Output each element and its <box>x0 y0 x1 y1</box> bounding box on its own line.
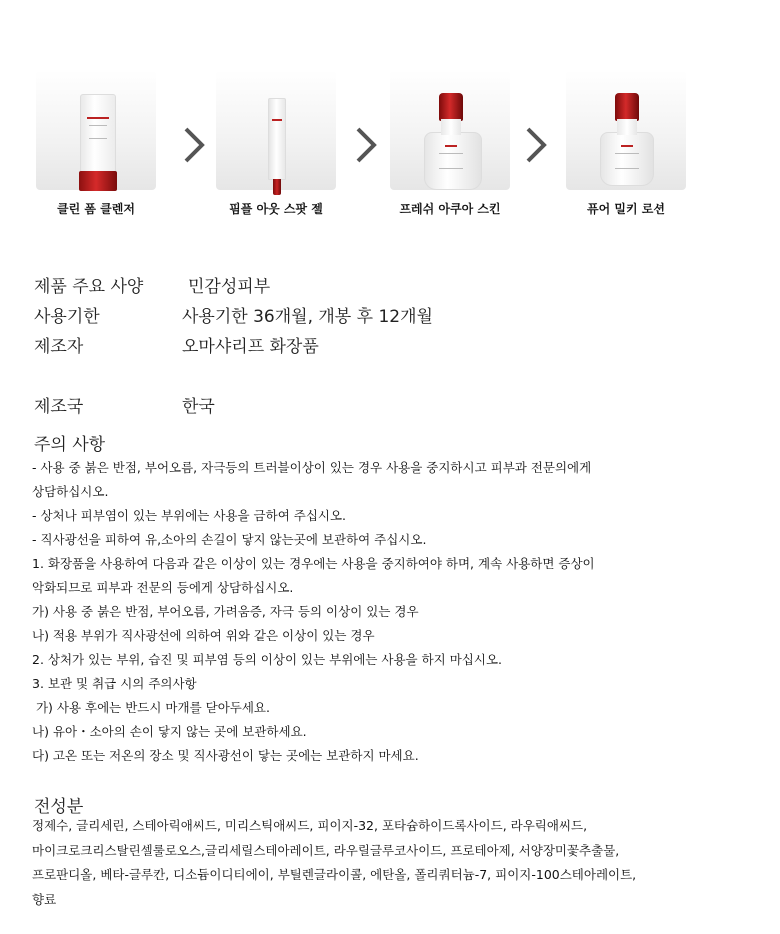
spec-key: 제조자 <box>34 337 84 357</box>
step-label: 클린 폼 클렌저 <box>57 202 135 216</box>
spec-key: 제조국 <box>34 397 84 417</box>
ingredients-line: 정제수, 글리세린, 스테아릭애씨드, 미리스틱애씨드, 피이지-32, 포타슘하이드록사이드, 라우릭애씨드, <box>32 818 588 833</box>
caution-title: 주의 사항 <box>34 435 106 455</box>
caution-line: 2. 상처가 있는 부위, 습진 및 피부염 등의 이상이 있는 부위에는 사용을 하지 마십시오. <box>32 652 503 667</box>
product-steps <box>36 60 696 220</box>
caution-line: 나) 적용 부위가 직사광선에 의하여 위와 같은 이상이 있는 경우 <box>32 628 375 643</box>
caution-line: 악화되므로 피부과 전문의 등에게 상담하십시오. <box>32 580 294 595</box>
ingredients-title: 전성분 <box>34 797 84 817</box>
spec-value: 사용기한 36개월, 개봉 후 12개월 <box>182 307 433 327</box>
step-label: 핌플 아웃 스팟 젤 <box>229 202 323 216</box>
ingredients-line: 향료 <box>32 891 57 907</box>
spec-value: 민감성피부 <box>188 277 271 297</box>
spot-gel-tube-image <box>268 98 286 180</box>
chevron-right-icon <box>182 126 206 164</box>
ingredients-list <box>32 814 752 912</box>
spec-key: 제품 주요 사양 <box>34 277 144 297</box>
caution-line: - 사용 중 붉은 반점, 부어오름, 자극등의 트러블이상이 있는 경우 사용을 중지하시고 피부과 전문의에게 <box>32 460 592 475</box>
caution-line: 1. 화장품을 사용하여 다음과 같은 이상이 있는 경우에는 사용을 중지하여야 하며, 계속 사용하면 증상이 <box>32 556 595 571</box>
milky-lotion-bottle-image <box>600 132 654 186</box>
caution-line: - 상처나 피부염이 있는 부위에는 사용을 금하여 주십시오. <box>32 508 347 523</box>
cleanser-tube-image <box>80 94 116 190</box>
caution-line: 가) 사용 중 붉은 반점, 부어오름, 가려움증, 자극 등의 이상이 있는 경우 <box>32 604 419 619</box>
caution-line: 3. 보관 및 취급 시의 주의사항 <box>32 676 197 691</box>
caution-line: 나) 유아・소아의 손이 닿지 않는 곳에 보관하세요. <box>32 724 307 739</box>
spec-value: 오마샤리프 화장품 <box>182 337 319 357</box>
step-milky-lotion <box>566 60 686 220</box>
spec-key: 사용기한 <box>34 307 100 327</box>
step-cleanser <box>36 60 156 220</box>
caution-line: - 직사광선을 피하여 유,소아의 손길이 닿지 않는곳에 보관하여 주십시오. <box>32 532 427 547</box>
step-aqua-skin <box>390 60 510 220</box>
aqua-skin-bottle-image <box>424 132 482 190</box>
ingredients-line: 마이크로크리스탈린셀룰로오스,글리세릴스테아레이트, 라우릴글루코사이드, 프로테아제, 서양장미꽃추출물, <box>32 842 620 858</box>
ingredients-line: 프로판디올, 베타-글루칸, 디소듐이디티에이, 부틸렌글라이콜, 에탄올, 폴리쿼터늄-7, 피이지-100스테아레이트, <box>32 867 637 882</box>
chevron-right-icon <box>354 126 378 164</box>
step-label: 퓨어 밀키 로션 <box>587 202 665 216</box>
caution-list <box>32 456 752 768</box>
caution-line: 상담하십시오. <box>32 484 109 499</box>
step-spot-gel <box>216 60 336 220</box>
caution-line: 다) 고온 또는 저온의 장소 및 직사광선이 닿는 곳에는 보관하지 마세요. <box>32 748 419 763</box>
caution-line: 가) 사용 후에는 반드시 마개를 닫아두세요. <box>32 700 270 715</box>
spec-value: 한국 <box>182 397 215 417</box>
step-label: 프레쉬 아쿠아 스킨 <box>399 202 501 216</box>
chevron-right-icon <box>524 126 548 164</box>
